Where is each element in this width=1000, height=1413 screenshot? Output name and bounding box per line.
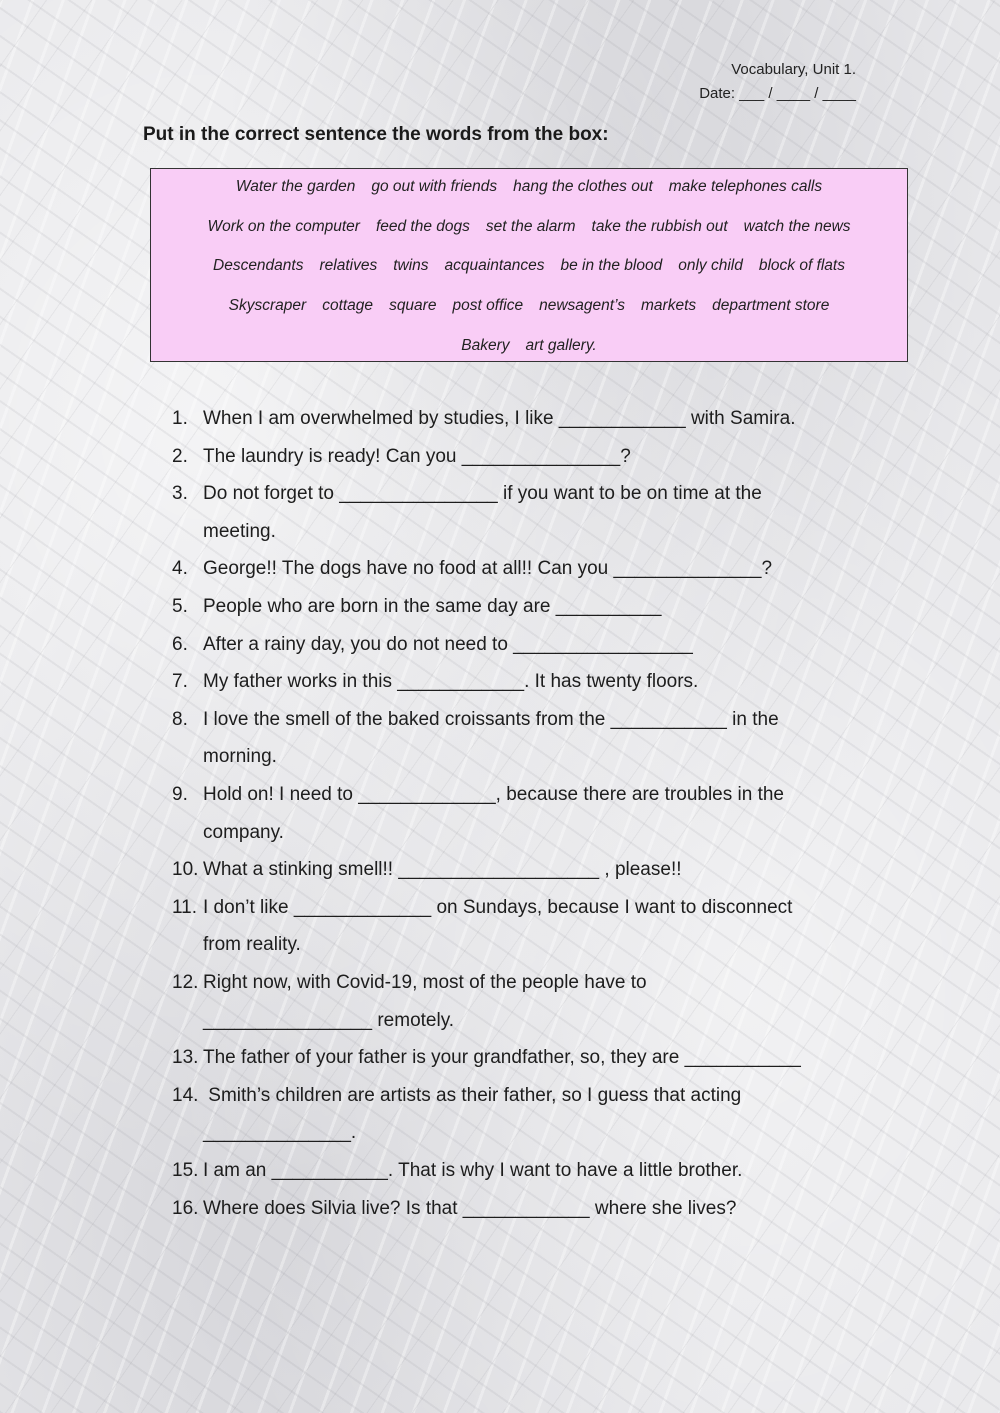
question-number: 3. [172, 483, 188, 504]
question-text: My father works in this ____________. It has twenty floors. [203, 671, 699, 692]
question-number: 12. [172, 972, 199, 993]
question-item [172, 438, 631, 476]
word-box-row [151, 297, 907, 315]
word-option: acquaintances [444, 257, 545, 274]
date-field: Date: ___ / ____ / ____ [699, 85, 856, 102]
worksheet-header [699, 58, 856, 106]
question-text: I am an ___________. That is why I want to have a little brother. [203, 1160, 743, 1181]
word-option: set the alarm [485, 218, 576, 235]
question-number: 16. [172, 1198, 199, 1219]
question-item [172, 701, 779, 739]
question-number: 2. [172, 446, 188, 467]
word-option: block of flats [758, 257, 845, 274]
question-text-continued: company. [203, 822, 284, 843]
question-item [172, 550, 772, 588]
word-option: post office [452, 297, 524, 314]
question-number: 5. [172, 596, 188, 617]
word-option: cottage [322, 297, 374, 314]
word-option: twins [393, 257, 429, 274]
word-option: newsagent’s [539, 297, 626, 314]
question-number: 8. [172, 709, 188, 730]
question-item [172, 1152, 742, 1190]
word-option: Bakery [461, 337, 510, 354]
question-text: The father of your father is your grandfather, so, they are ___________ [203, 1047, 801, 1068]
question-text-continued: morning. [203, 746, 277, 767]
word-option: square [389, 297, 437, 314]
question-item [172, 400, 795, 438]
word-option: take the rubbish out [591, 218, 728, 235]
question-item [172, 1039, 801, 1077]
question-item [172, 626, 693, 664]
word-option: hang the clothes out [513, 178, 653, 195]
question-text: The laundry is ready! Can you _______________? [203, 446, 631, 467]
question-item [172, 851, 682, 889]
question-text: After a rainy day, you do not need to _________________ [203, 634, 693, 655]
word-option: make telephones calls [668, 178, 823, 195]
word-option: department store [712, 297, 830, 314]
word-option: relatives [319, 257, 378, 274]
question-item [172, 588, 661, 626]
word-box-row [151, 178, 907, 196]
question-text-continued: ______________. [203, 1122, 357, 1143]
question-item [172, 475, 762, 513]
question-number: 14. [172, 1085, 199, 1106]
question-item [172, 1190, 736, 1228]
word-option: Skyscraper [228, 297, 307, 314]
question-number: 4. [172, 558, 188, 579]
question-text: What a stinking smell!! ___________________ , please!! [203, 859, 682, 880]
question-text-continued: meeting. [203, 521, 276, 542]
word-option: only child [678, 257, 743, 274]
question-text: I don’t like _____________ on Sundays, because I want to disconnect [203, 897, 793, 918]
question-item [172, 889, 792, 927]
word-option: go out with friends [371, 178, 498, 195]
question-text-continued: from reality. [203, 934, 301, 955]
question-number: 6. [172, 634, 188, 655]
question-number: 7. [172, 671, 188, 692]
question-text: I love the smell of the baked croissants from the ___________ in the [203, 709, 779, 730]
worksheet-title: Vocabulary, Unit 1. [731, 61, 856, 78]
question-item [172, 663, 698, 701]
question-item [172, 1077, 741, 1115]
question-number: 10. [172, 859, 199, 880]
question-text: Where does Silvia live? Is that ____________ where she lives? [203, 1198, 737, 1219]
question-number: 13. [172, 1047, 199, 1068]
word-box-row [151, 337, 907, 355]
question-text: Do not forget to _______________ if you want to be on time at the [203, 483, 762, 504]
question-number: 9. [172, 784, 188, 805]
word-option: feed the dogs [375, 218, 470, 235]
question-number: 15. [172, 1160, 199, 1181]
question-number: 11. [172, 897, 198, 918]
word-option: be in the blood [560, 257, 663, 274]
question-text: Hold on! I need to _____________, because there are troubles in the [203, 784, 784, 805]
word-option: watch the news [743, 218, 851, 235]
question-text-continued: ________________ remotely. [203, 1010, 455, 1031]
question-number: 1. [172, 408, 188, 429]
question-item [172, 776, 784, 814]
word-box-row [151, 218, 907, 236]
question-item [172, 964, 647, 1002]
question-text: When I am overwhelmed by studies, I like ____________ with Samira. [203, 408, 796, 429]
question-text: Right now, with Covid-19, most of the people have to [203, 972, 647, 993]
word-option: Work on the computer [207, 218, 360, 235]
question-text: Smith’s children are artists as their father, so I guess that acting [203, 1085, 742, 1106]
word-option: Water the garden [235, 178, 356, 195]
word-option: Descendants [213, 257, 304, 274]
question-text: People who are born in the same day are __________ [203, 596, 662, 617]
word-box [150, 168, 908, 362]
word-option: markets [641, 297, 697, 314]
word-box-row [151, 257, 907, 275]
question-text: George!! The dogs have no food at all!! Can you ______________? [203, 558, 773, 579]
word-option: art gallery. [525, 337, 597, 354]
instruction-heading: Put in the correct sentence the words from the box: [143, 124, 609, 145]
